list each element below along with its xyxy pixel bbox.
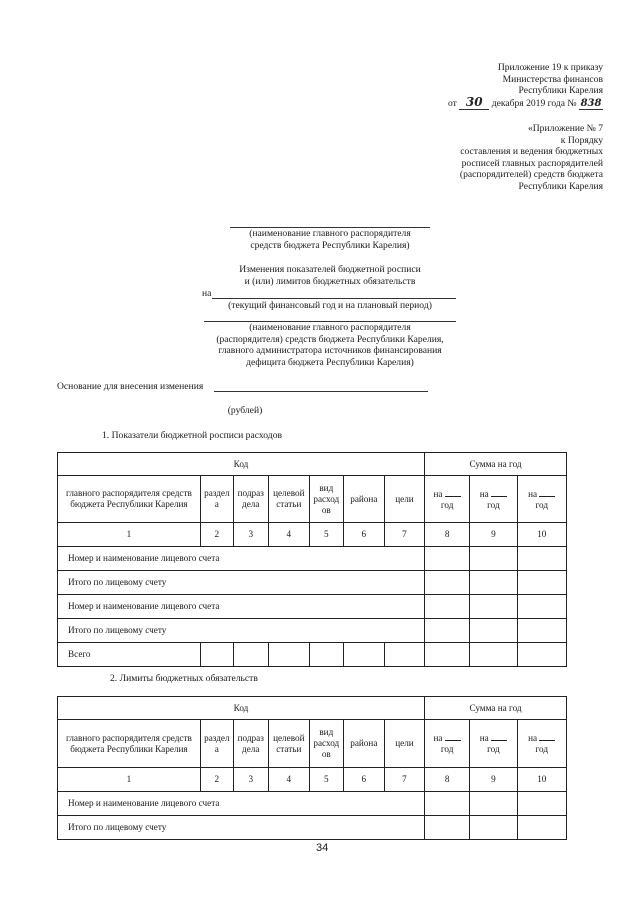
basis-label: Основание для внесения изменения	[57, 381, 204, 392]
org-caption-4: дефицита бюджета Республики Карелия)	[246, 356, 414, 368]
header-sum: Сумма на год	[425, 697, 567, 720]
row-label: Итого по лицевому счету	[58, 619, 425, 643]
row-label: Итого по лицевому счету	[58, 571, 425, 595]
budget-schedule-table	[57, 452, 567, 667]
order-reference	[303, 62, 603, 110]
table-subheader-row	[58, 720, 567, 768]
col-celi: цели	[384, 476, 424, 523]
appendix-line-4: росписей главных распорядителей	[461, 157, 603, 169]
table-row	[58, 547, 567, 571]
date-prefix: от	[448, 97, 457, 109]
col-number: 9	[470, 523, 517, 547]
document-title-1: Изменения показателей бюджетной росписи	[239, 264, 421, 275]
distributor-caption	[180, 228, 480, 251]
col-number: 8	[425, 523, 470, 547]
table-row-total	[58, 643, 567, 667]
blank-line-period	[212, 298, 456, 299]
order-line-2: Министерства финансов	[502, 73, 603, 85]
header-code: Код	[58, 453, 425, 476]
column-numbers-row	[58, 768, 567, 792]
org-caption-2: (распорядителя) средств бюджета Республики Карелия,	[216, 333, 444, 345]
col-number: 6	[343, 768, 384, 792]
appendix-line-3: составления и ведения бюджетных	[460, 146, 603, 158]
col-celevoy: целевой статьи	[268, 476, 309, 523]
col-vid: вид расход ов	[309, 476, 343, 523]
col-razdel: раздел а	[200, 476, 233, 523]
col-number: 3	[233, 523, 268, 547]
order-line-3: Республики Карелия	[518, 85, 603, 97]
table-header-row	[58, 453, 567, 476]
appendix-line-1: «Приложение № 7	[527, 123, 603, 134]
row-label: Номер и наименование лицевого счета	[58, 792, 425, 816]
col-number: 2	[200, 523, 233, 547]
col-year-1: на год	[425, 476, 470, 523]
col-main-distributor: главного распорядителя средств бюджета Республики Карелия	[58, 476, 201, 523]
table-row	[58, 792, 567, 816]
distributor-caption-2: средств бюджета Республики Карелия)	[250, 239, 410, 251]
header-code: Код	[58, 697, 425, 720]
order-line-1: Приложение 19 к приказу	[497, 62, 603, 73]
col-podrazdel: подраз дела	[233, 720, 268, 768]
col-number: 5	[309, 523, 343, 547]
col-podrazdel: подраз дела	[233, 476, 268, 523]
header-sum: Сумма на год	[425, 453, 567, 476]
col-number: 7	[384, 768, 424, 792]
col-year-3: на год	[517, 476, 566, 523]
appendix-line-6: Республики Карелия	[518, 180, 603, 192]
row-label: Итого по лицевому счету	[58, 816, 425, 840]
section1-title: 1. Показатели бюджетной росписи расходов	[102, 430, 283, 441]
appendix-line-2: к Порядку	[560, 134, 603, 146]
col-number: 4	[268, 768, 309, 792]
handwritten-day: 30	[459, 97, 489, 111]
distributor-caption-1: (наименование главного распорядителя	[249, 228, 411, 239]
section2-title: 2. Лимиты бюджетных обязательств	[110, 673, 258, 684]
col-number: 2	[200, 768, 233, 792]
col-year-2: на год	[470, 476, 517, 523]
document-title-2: и (или) лимитов бюджетных обязательств	[244, 275, 416, 287]
col-number: 7	[384, 523, 424, 547]
col-celi: цели	[384, 720, 424, 768]
col-year-3: на год	[517, 720, 566, 768]
appendix-reference	[303, 123, 603, 193]
col-number: 9	[470, 768, 517, 792]
col-rayona: района	[343, 476, 384, 523]
period-caption: (текущий финансовый год и на плановый период)	[228, 300, 432, 311]
col-number: 3	[233, 768, 268, 792]
col-main-distributor: главного распорядителя средств бюджета Республики Карелия	[58, 720, 201, 768]
order-date-line	[303, 94, 603, 111]
col-razdel: раздел а	[200, 720, 233, 768]
org-caption-3: главного администратора источников финансирования	[218, 345, 442, 357]
col-number: 1	[58, 768, 201, 792]
row-label: Всего	[58, 643, 201, 667]
col-number: 4	[268, 523, 309, 547]
col-number: 5	[309, 768, 343, 792]
col-year-1: на год	[425, 720, 470, 768]
units-label: (рублей)	[227, 405, 263, 416]
table-row	[58, 595, 567, 619]
blank-line-basis	[214, 391, 428, 392]
col-year-2: на год	[470, 720, 517, 768]
col-rayona: района	[343, 720, 384, 768]
col-vid: вид расход ов	[309, 720, 343, 768]
org-caption-1: (наименование главного распорядителя	[249, 322, 411, 333]
table-row	[58, 619, 567, 643]
handwritten-number: 838	[580, 97, 602, 109]
document-title	[180, 264, 480, 287]
table-subheader-row	[58, 476, 567, 523]
col-number: 1	[58, 523, 201, 547]
appendix-line-5: (распорядителей) средств бюджета	[459, 169, 603, 181]
on-label: на	[202, 288, 212, 299]
col-number: 6	[343, 523, 384, 547]
col-celevoy: целевой статьи	[268, 720, 309, 768]
org-caption	[170, 322, 490, 368]
limits-table	[57, 696, 567, 840]
page-number: 34	[316, 842, 329, 854]
date-suffix: декабря 2019 года №	[491, 97, 577, 109]
table-row	[58, 816, 567, 840]
table-row	[58, 571, 567, 595]
col-number: 8	[425, 768, 470, 792]
col-number: 10	[517, 768, 566, 792]
row-label: Номер и наименование лицевого счета	[58, 547, 425, 571]
column-numbers-row	[58, 523, 567, 547]
table-header-row	[58, 697, 567, 720]
row-label: Номер и наименование лицевого счета	[58, 595, 425, 619]
col-number: 10	[517, 523, 566, 547]
